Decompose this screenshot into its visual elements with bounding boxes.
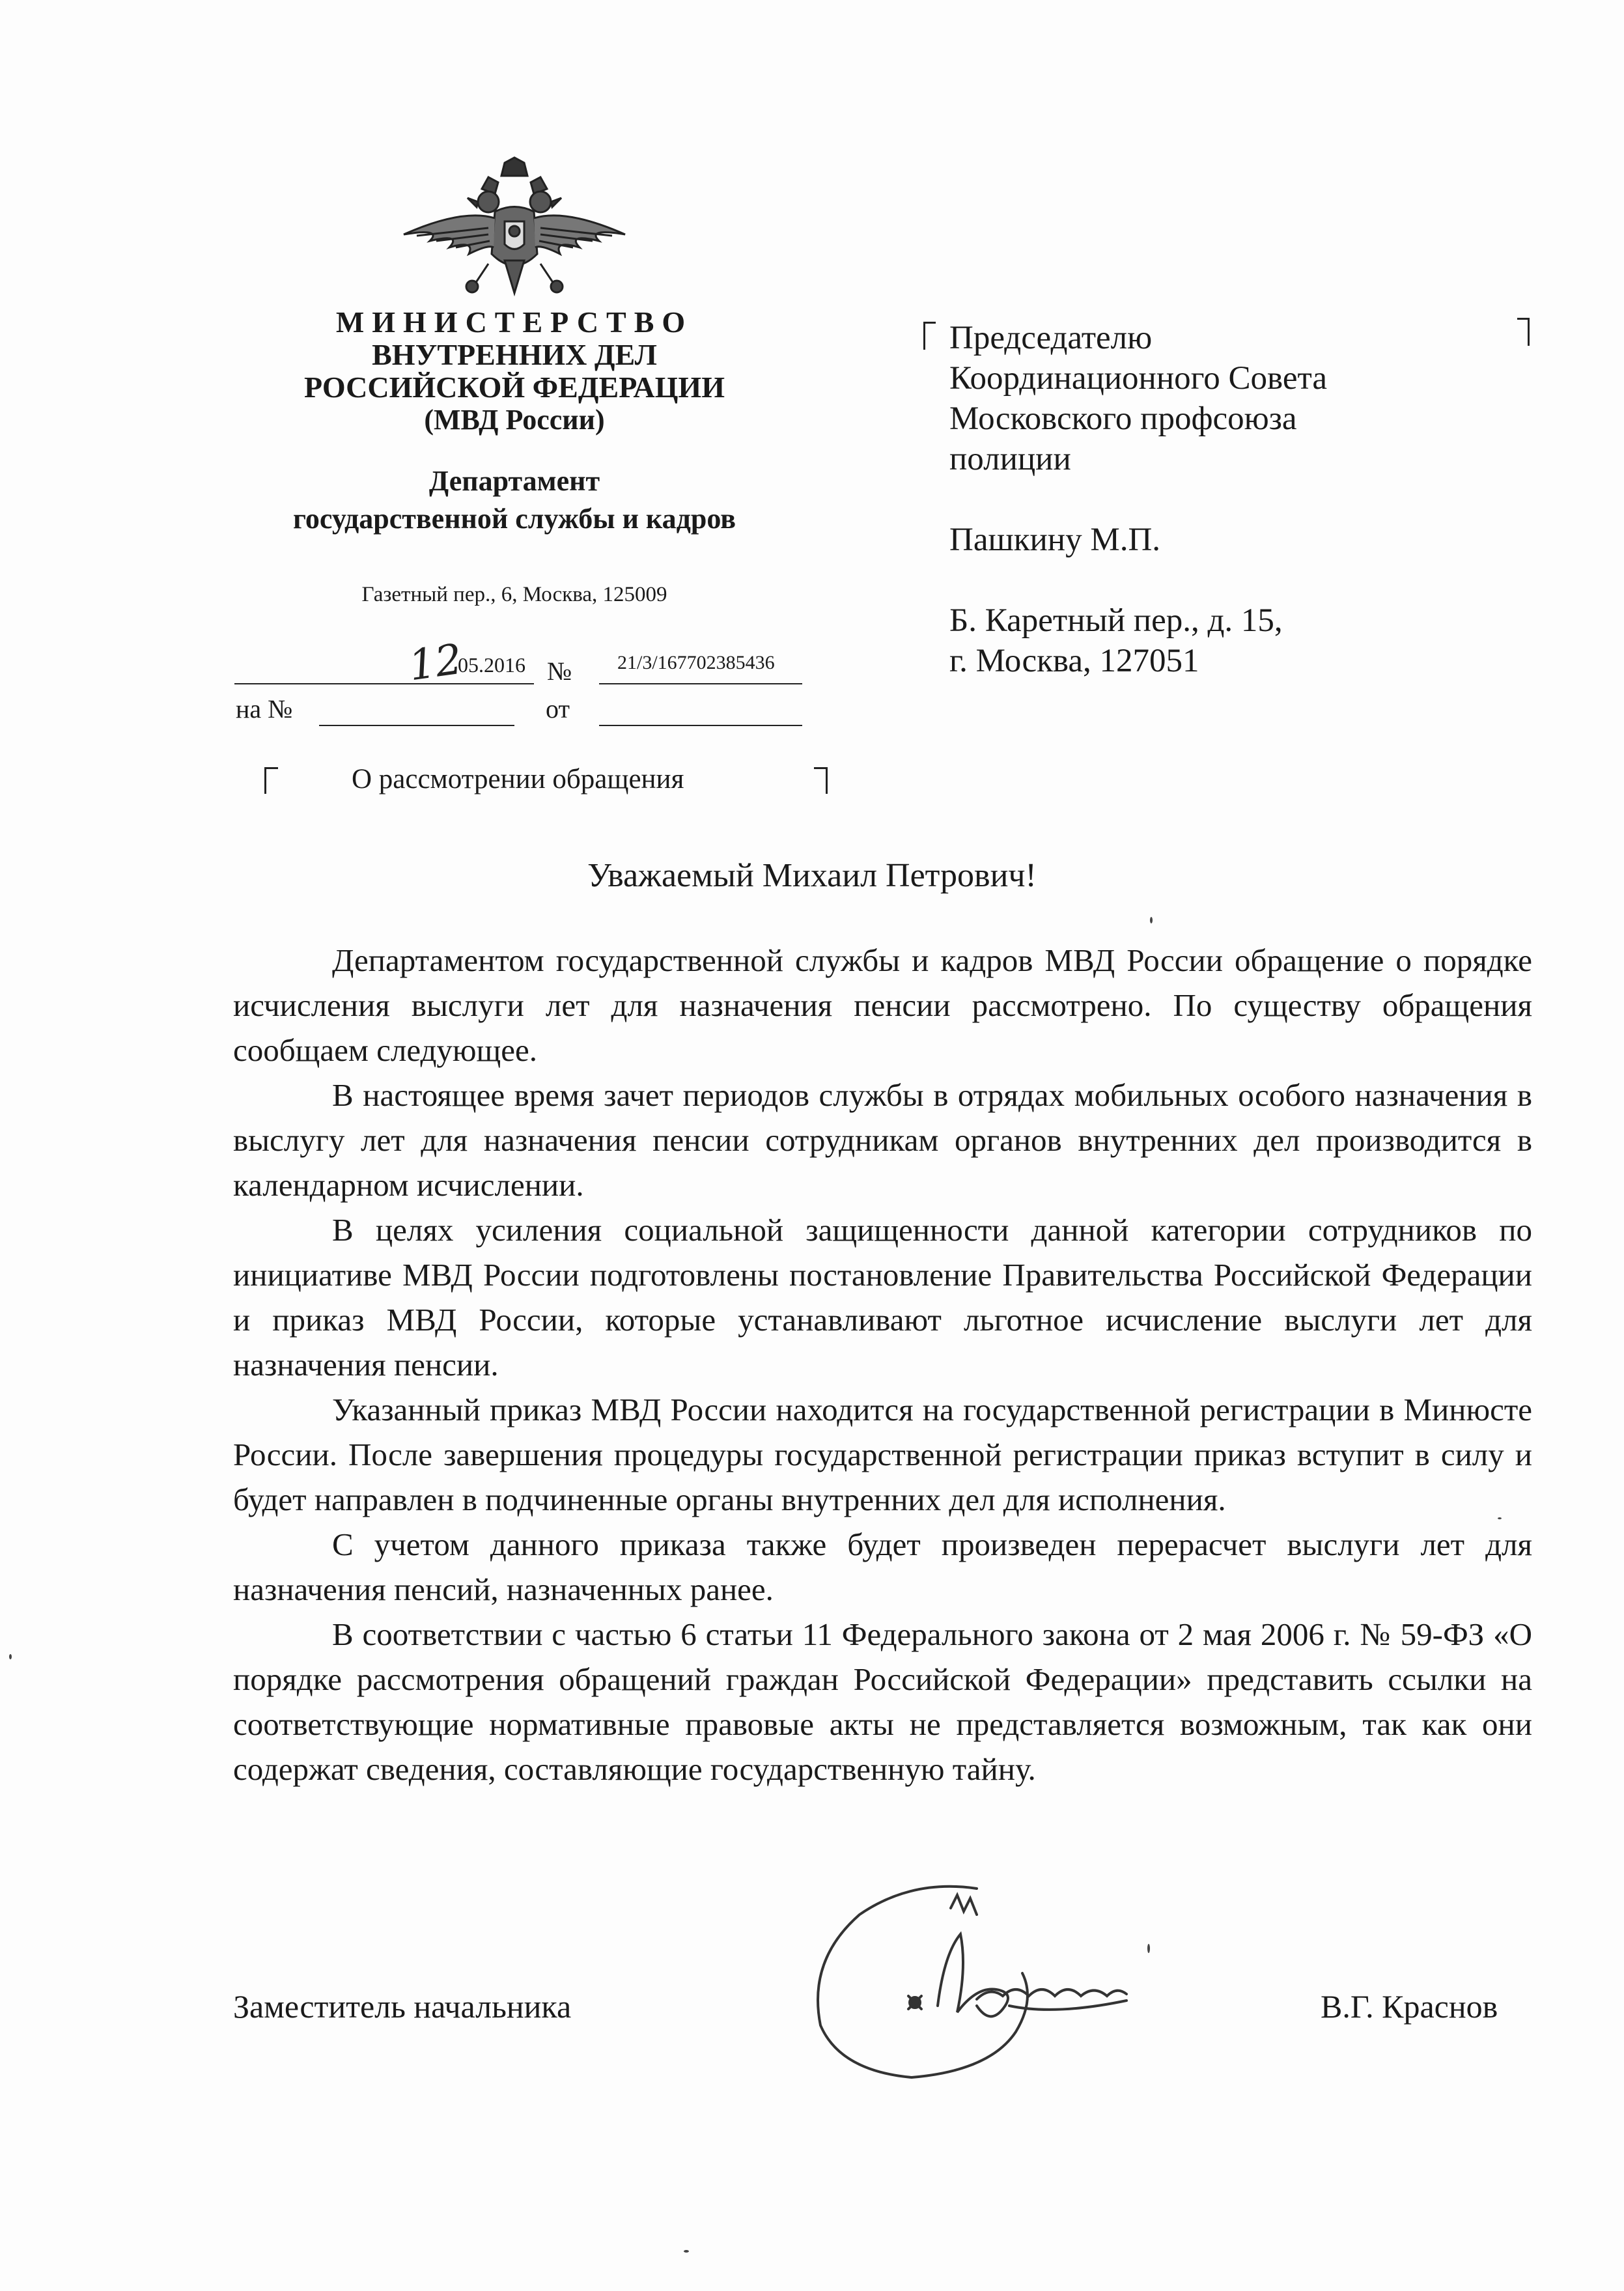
signatory-title: Заместитель начальника bbox=[233, 1988, 572, 2025]
reply-number-underline bbox=[319, 725, 514, 726]
handwritten-signature bbox=[781, 1876, 1146, 2084]
scan-speck bbox=[9, 1654, 12, 1659]
scan-speck bbox=[1498, 1517, 1502, 1519]
body-paragraph: С учетом данного приказа также будет произведен перерасчет выслуги лет для назначения пенсий, назначенных ранее. bbox=[233, 1526, 1532, 1607]
recipient-corner-left bbox=[923, 322, 936, 350]
scan-speck bbox=[684, 2250, 689, 2253]
letter-body bbox=[233, 938, 1532, 1792]
signatory-name: В.Г. Краснов bbox=[1321, 1988, 1498, 2025]
number-sign: № bbox=[547, 656, 572, 686]
ministry-line: (МВД России) bbox=[424, 404, 605, 436]
body-paragraph: Указанный приказ МВД России находится на государственной регистрации в Минюсте России. После завершения процедуры государственной регистрации приказ вступит в силу и будет направлен в подчиненные органы внутренних дел для исполнения. bbox=[233, 1392, 1532, 1517]
body-paragraph: Департаментом государственной службы и кадров МВД России обращение о порядке исчисления выслуги лет для назначения пенсии рассмотрено. По существу обращения сообщаем следующее. bbox=[233, 942, 1532, 1068]
body-paragraph: В целях усиления социальной защищенности данной категории сотрудников по инициативе МВД России подготовлены постановление Правительства Российской Федерации и приказ МВД России, которые устанавливают льготное исчисление выслуги лет для назначения пенсии. bbox=[233, 1212, 1532, 1383]
date-underline bbox=[234, 683, 534, 684]
reply-to-number-label: на № bbox=[236, 694, 293, 724]
handwritten-date-day: 12 bbox=[406, 635, 466, 691]
recipient-line: Председателю bbox=[949, 320, 1153, 356]
corner-bracket-left bbox=[264, 767, 278, 794]
ministry-line: ВНУТРЕННИХ ДЕЛ bbox=[372, 338, 657, 371]
recipient-address-line: Б. Каретный пер., д. 15, bbox=[949, 602, 1283, 639]
body-paragraph: В настоящее время зачет периодов службы в отрядах мобильных особого назначения в выслугу лет для назначения пенсии сотрудникам органов внутренних дел производится в календарном исчислении. bbox=[233, 1077, 1532, 1203]
scan-speck bbox=[1147, 1944, 1150, 1953]
department-name bbox=[221, 462, 807, 538]
ministry-line: МИНИСТЕРСТВО bbox=[335, 305, 693, 339]
scan-speck bbox=[1150, 917, 1153, 923]
recipient-line: Московского профсоюза bbox=[949, 401, 1297, 437]
subject-text: О рассмотрении обращения bbox=[352, 764, 684, 794]
outgoing-number: 21/3/167702385436 bbox=[617, 652, 775, 673]
double-headed-eagle-emblem bbox=[391, 156, 638, 306]
recipient-block bbox=[949, 318, 1535, 681]
registration-block bbox=[234, 635, 807, 733]
ministry-line: РОССИЙСКОЙ ФЕДЕРАЦИИ bbox=[304, 371, 725, 404]
number-underline bbox=[599, 683, 802, 684]
recipient-name: Пашкину М.П. bbox=[949, 522, 1161, 558]
reply-date-label: от bbox=[546, 694, 570, 724]
department-line: Департамент bbox=[428, 465, 600, 497]
recipient-address-line: г. Москва, 127051 bbox=[949, 643, 1199, 679]
salutation: Уважаемый Михаил Петрович! bbox=[587, 857, 1037, 894]
sender-address: Газетный пер., 6, Москва, 125009 bbox=[361, 583, 667, 606]
ministry-name bbox=[221, 306, 807, 436]
corner-bracket-right bbox=[814, 767, 828, 794]
department-line: государственной службы и кадров bbox=[292, 503, 736, 535]
reply-date-underline bbox=[599, 725, 802, 726]
printed-date: .05.2016 bbox=[453, 653, 525, 677]
recipient-line: полиции bbox=[949, 441, 1071, 477]
recipient-line: Координационного Совета bbox=[949, 360, 1328, 397]
body-paragraph: В соответствии с частью 6 статьи 11 Федерального закона от 2 мая 2006 г. № 59-ФЗ «О порядке рассмотрения обращений граждан Российской Федерации» представить ссылки на соответствующие нормативные правовые акты не представляется возможным, так как они содержат сведения, составляющие государственную тайну. bbox=[233, 1616, 1532, 1787]
